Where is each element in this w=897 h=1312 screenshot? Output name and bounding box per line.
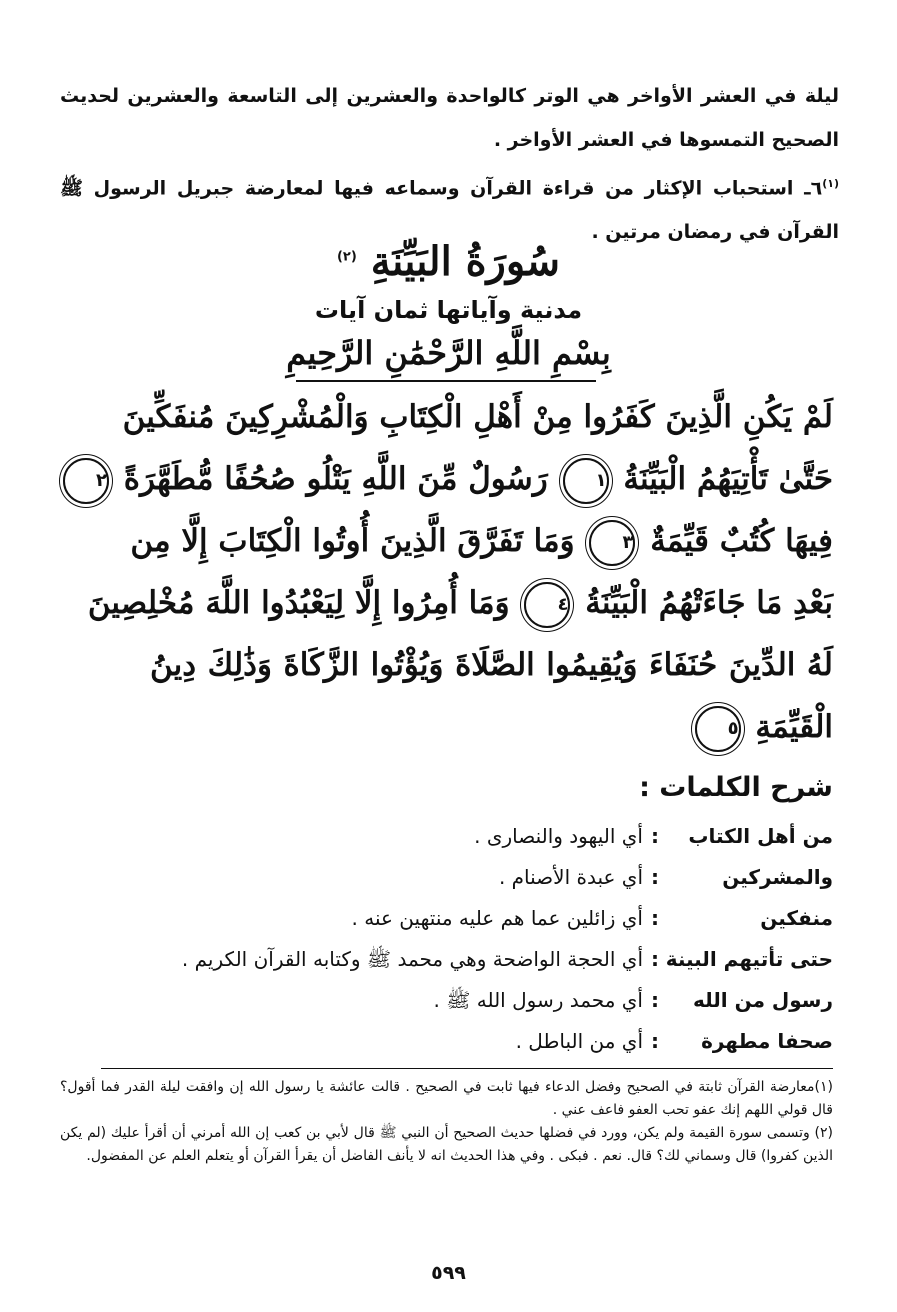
quran-line-4 bbox=[87, 572, 833, 634]
glossary-definition: أي محمد رسول الله ﷺ . bbox=[433, 988, 643, 1012]
footnote-ref-2: (٢) bbox=[336, 249, 357, 265]
glossary-colon: : bbox=[651, 824, 659, 848]
quran-line-6 bbox=[150, 696, 833, 758]
ayah-marker-3: ٣ bbox=[589, 520, 635, 566]
quran-line-3 bbox=[130, 510, 833, 572]
ayah-marker-5: ٥ bbox=[695, 706, 741, 752]
quran-line-6-text: الْقَيِّمَةِ bbox=[755, 709, 833, 745]
quran-line-4b: وَمَا أُمِرُوا إِلَّا لِيَعْبُدُوا اللَّهَ مُخْلِصِينَ bbox=[87, 585, 510, 621]
glossary-definition: أي عبدة الأصنام . bbox=[498, 865, 643, 889]
glossary-term: صحفا مطهرة bbox=[701, 1029, 833, 1053]
quran-line-3a: فِيهَا كُتُبٌ قَيِّمَةٌ bbox=[650, 523, 833, 559]
ayah-marker-2: ٢ bbox=[63, 458, 109, 504]
quran-line-5 bbox=[150, 634, 833, 696]
intro-text bbox=[60, 74, 839, 254]
quran-line-4a: بَعْدِ مَا جَاءَتْهُمُ الْبَيِّنَةُ bbox=[585, 585, 833, 621]
quran-line-2b: رَسُولٌ مِّنَ اللَّهِ يَتْلُو صُحُفًا مُّطَهَّرَةً bbox=[123, 461, 548, 497]
footnote-ref-1: (١) bbox=[822, 177, 839, 190]
footnotes bbox=[60, 1076, 833, 1168]
glossary-row bbox=[60, 980, 833, 1021]
quran-line-2 bbox=[95, 448, 833, 510]
glossary-colon: : bbox=[651, 1029, 659, 1053]
glossary-row bbox=[60, 1021, 833, 1062]
glossary-row bbox=[60, 816, 833, 857]
glossary-list bbox=[60, 816, 833, 1062]
quran-line-3b: وَمَا تَفَرَّقَ الَّذِينَ أُوتُوا الْكِتَابَ إِلَّا مِن bbox=[130, 523, 575, 559]
glossary-row bbox=[60, 898, 833, 939]
glossary-term: والمشركين bbox=[722, 865, 833, 889]
glossary-term: رسول من الله bbox=[692, 988, 833, 1012]
footnote-1: (١)معارضة القرآن ثابتة في الصحيح وفضل الدعاء فيها ثابت في الصحيح . قالت عائشة يا رسول الله إن وافقت ليلة القدر فما أقول؟ قال قولي اللهم إنك عفو تحب العفو فاعف عني . bbox=[60, 1079, 833, 1118]
glossary-definition: أي من الباطل . bbox=[515, 1029, 643, 1053]
surah-subtitle: مدنية وآياتها ثمان آيات bbox=[314, 296, 583, 324]
glossary-term: حتى تأتيهم البينة bbox=[665, 947, 833, 971]
quran-line-2a: حَتَّىٰ تَأْتِيَهُمُ الْبَيِّنَةُ bbox=[623, 461, 833, 497]
glossary-row bbox=[60, 939, 833, 980]
ayah-marker-1: ١ bbox=[563, 458, 609, 504]
quran-line-1-text: لَمْ يَكُنِ الَّذِينَ كَفَرُوا مِنْ أَهْلِ الْكِتَابِ وَالْمُشْرِكِينَ مُنفَكِّينَ bbox=[122, 399, 833, 435]
quran-text bbox=[87, 386, 833, 758]
glossary-term: منفكين bbox=[760, 906, 833, 930]
glossary-definition: أي زائلين عما هم عليه منتهين عنه . bbox=[351, 906, 643, 930]
page-number: ٥٩٩ bbox=[431, 1262, 466, 1284]
surah-title-text: سُورَةُ البَيِّنَةِ bbox=[370, 238, 561, 285]
glossary-colon: : bbox=[651, 947, 659, 971]
glossary-definition: أي اليهود والنصارى . bbox=[474, 824, 643, 848]
footnote-divider bbox=[101, 1068, 833, 1069]
intro-paragraph-2-text: ٦ـ استحباب الإكثار من قراءة القرآن وسماعه فيها لمعارضة جبريل الرسول ﷺ القرآن في رمضان مرتين . bbox=[60, 177, 839, 244]
glossary-term: من أهل الكتاب bbox=[688, 824, 833, 848]
basmala: بِسْمِ اللَّهِ الرَّحْمَٰنِ الرَّحِيمِ bbox=[286, 334, 611, 372]
glossary-definition: أي الحجة الواضحة وهي محمد ﷺ وكتابه القرآن الكريم . bbox=[181, 947, 643, 971]
glossary-title: شرح الكلمات : bbox=[639, 772, 833, 803]
glossary-colon: : bbox=[651, 865, 659, 889]
quran-line-1 bbox=[122, 386, 833, 448]
quran-line-5-text: لَهُ الدِّينَ حُنَفَاءَ وَيُقِيمُوا الصَّلَاةَ وَيُؤْتُوا الزَّكَاةَ وَذَٰلِكَ دِينُ bbox=[150, 647, 833, 683]
basmala-underline bbox=[296, 380, 596, 382]
footnote-2: (٢) وتسمى سورة القيمة ولم يكن، وورد في فضلها حديث الصحيح أن النبي ﷺ قال لأبي بن كعب إن الله أمرني أن أقرأ عليك (لم يكن الذين كفروا) قال وسماني لك؟ قال. نعم . فبكى . وفي هذا الحديث انه لا يأنف الفاضل أن يقرأ القرآن أو يتعلم العلم عن المفضول. bbox=[60, 1125, 833, 1164]
intro-paragraph-1: ليلة في العشر الأواخر هي الوتر كالواحدة والعشرين إلى التاسعة والعشرين لحديث الصحيح التمسوها في العشر الأواخر . bbox=[60, 85, 839, 151]
glossary-row bbox=[60, 857, 833, 898]
glossary-colon: : bbox=[651, 988, 659, 1012]
ayah-marker-4: ٤ bbox=[524, 582, 570, 628]
glossary-colon: : bbox=[651, 906, 659, 930]
surah-title bbox=[0, 238, 897, 285]
